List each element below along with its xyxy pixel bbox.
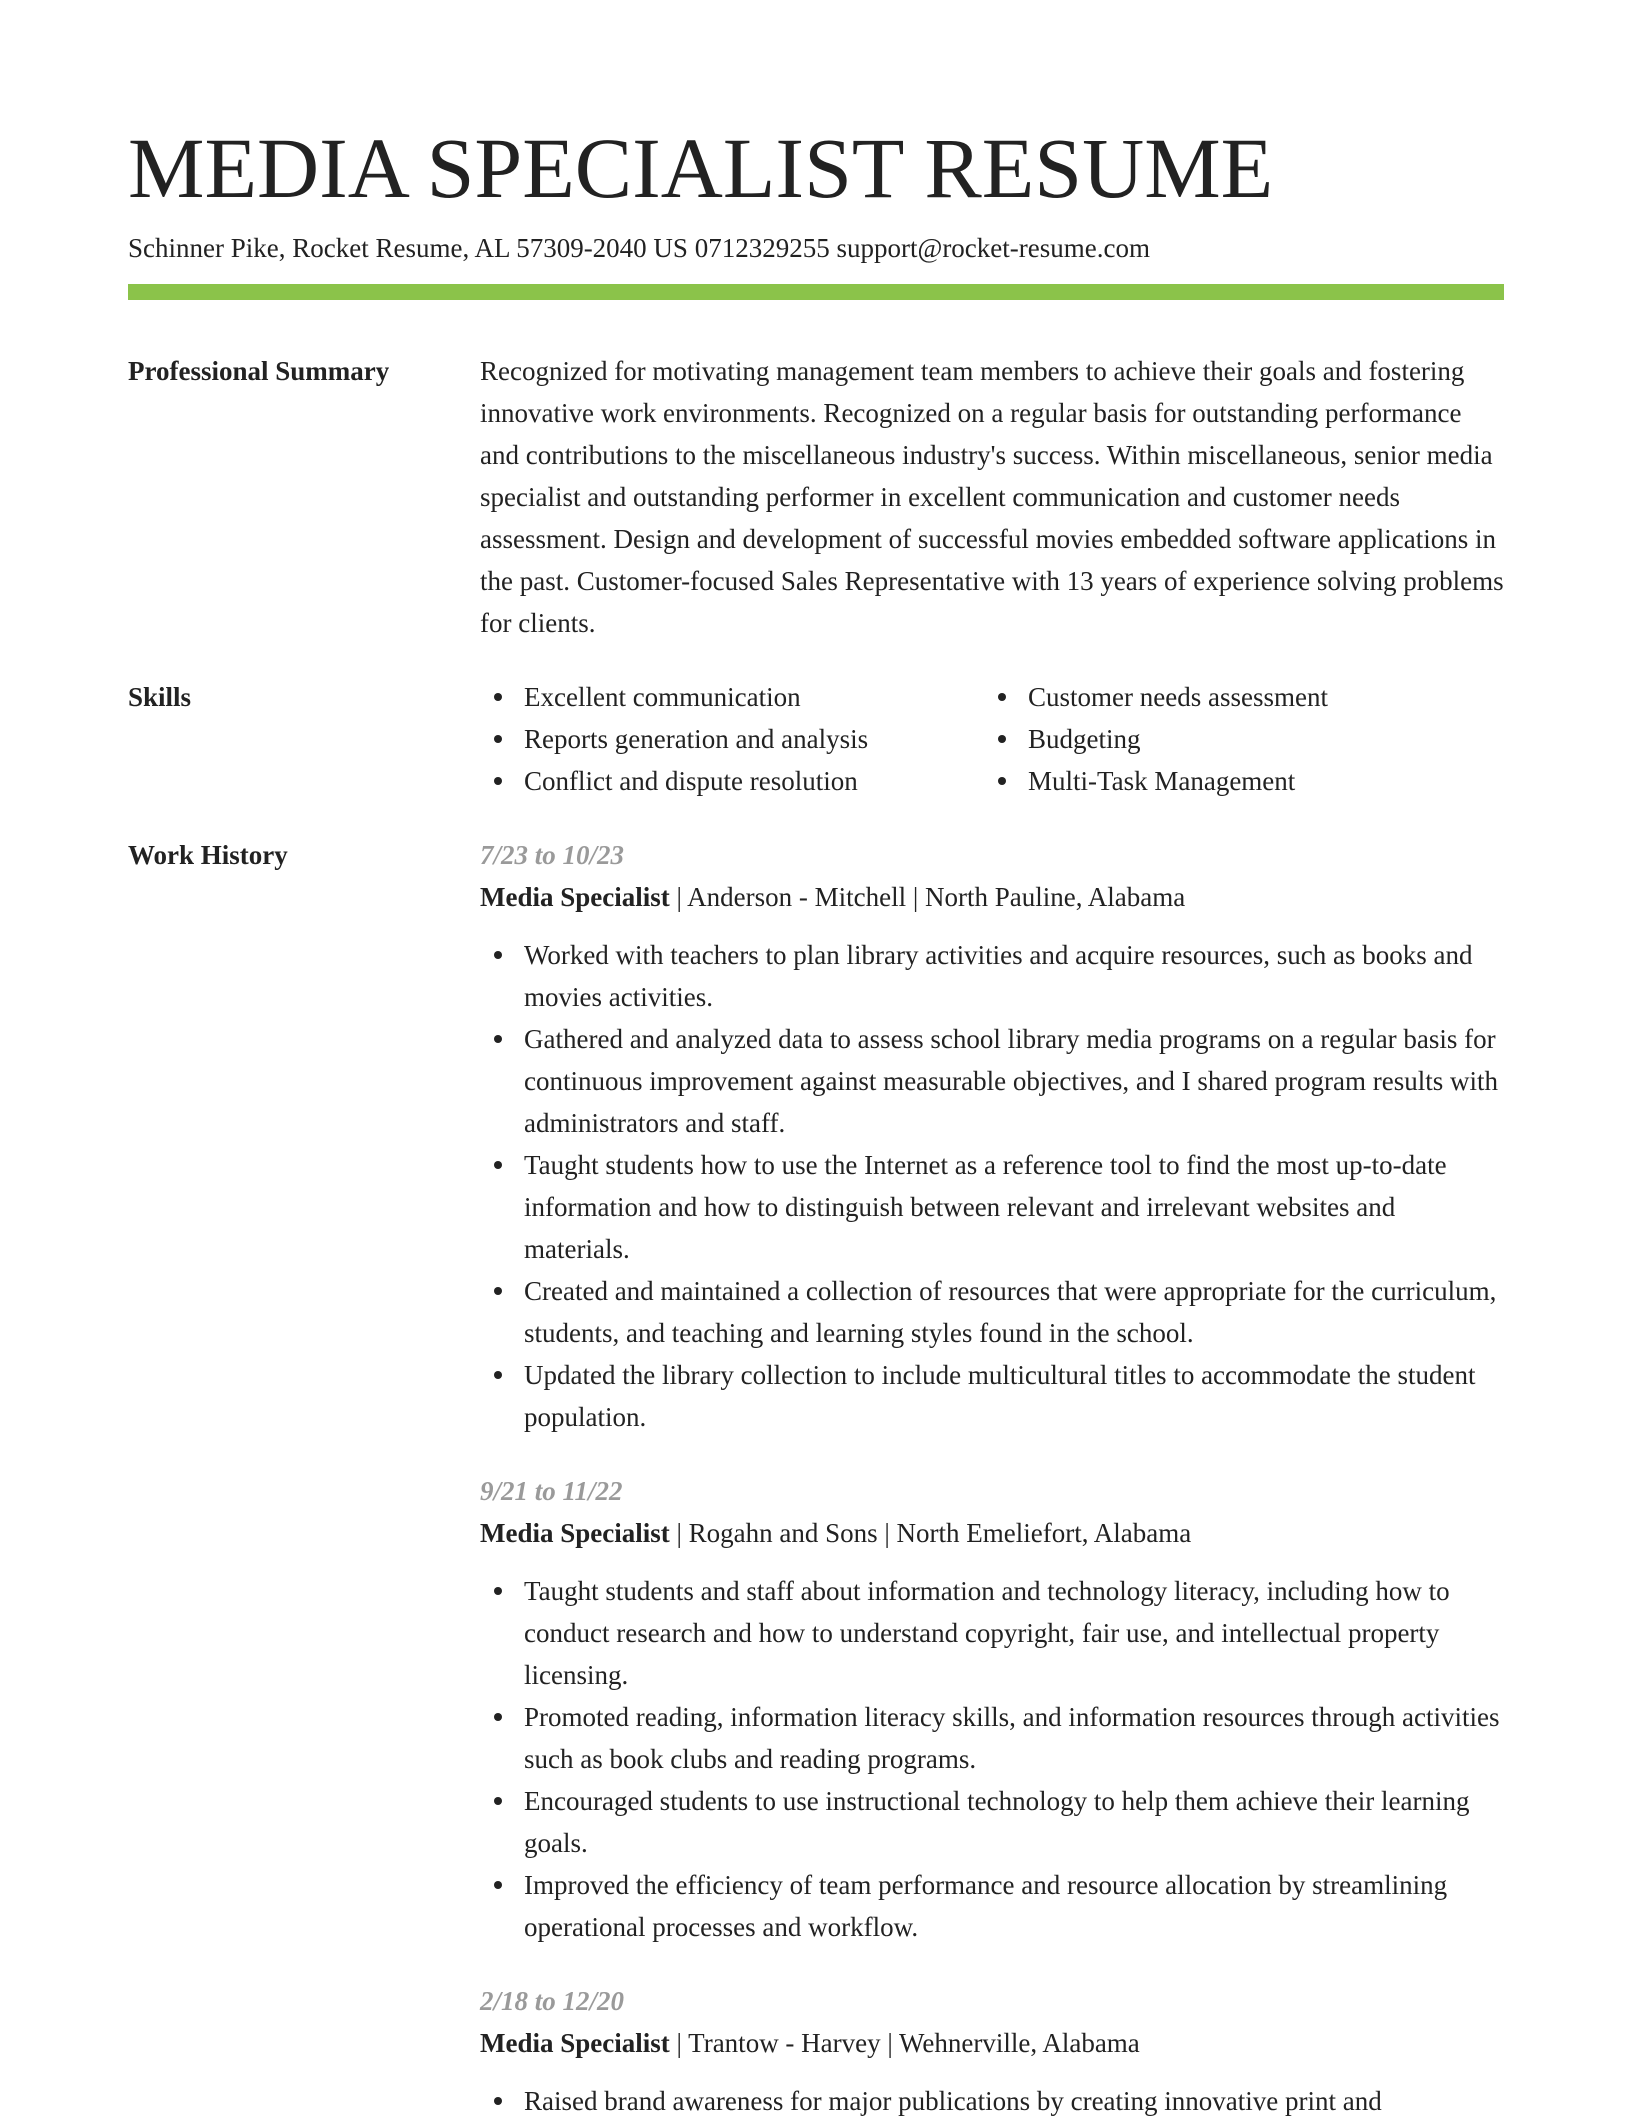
summary-section — [128, 350, 1504, 644]
job-entry — [480, 1470, 1504, 1948]
job-bullet: Taught students and staff about information and technology literacy, including how to conduct research and how to understand copyright, fair use, and intellectual property licensing. — [480, 1570, 1504, 1696]
job-bullet: Promoted reading, information literacy skills, and information resources through activities such as book clubs and reading programs. — [480, 1696, 1504, 1780]
contact-phone: 0712329255 — [694, 233, 830, 263]
job-entry — [480, 1980, 1504, 2122]
job-bullet: Taught students how to use the Internet as a reference tool to find the most up-to-date information and how to distinguish between relevant and irrelevant websites and materials. — [480, 1144, 1504, 1270]
skills-heading: Skills — [128, 682, 192, 712]
job-dates: 7/23 to 10/23 — [480, 840, 625, 870]
job-entry — [480, 834, 1504, 1438]
job-bullet: Improved the efficiency of team performance and resource allocation by streamlining operational processes and workflow. — [480, 1864, 1504, 1948]
skills-columns — [480, 676, 1504, 802]
skills-section — [128, 676, 1504, 802]
work-history-list — [480, 834, 1504, 2122]
skills-column-left — [480, 676, 984, 802]
job-details: | Rogahn and Sons | North Emeliefort, Alabama — [669, 1518, 1192, 1548]
job-bullet: Worked with teachers to plan library activities and acquire resources, such as books and movies activities. — [480, 934, 1504, 1018]
job-bullets — [480, 934, 1504, 1438]
resume-page — [128, 118, 1504, 2122]
job-bullets — [480, 1570, 1504, 1948]
job-bullets — [480, 2080, 1504, 2122]
job-bullet: Created and maintained a collection of resources that were appropriate for the curriculum, students, and teaching and learning styles found in the school. — [480, 1270, 1504, 1354]
summary-text: Recognized for motivating management team members to achieve their goals and fostering innovative work environments. Recognized on a regular basis for outstanding performance and contributions to the miscellaneous industry's success. Within miscellaneous, senior media specialist and outstanding performer in excellent communication and customer needs assessment. Design and development of successful movies embedded software applications in the past. Customer-focused Sales Representative with 13 years of experience solving problems for clients. — [480, 356, 1504, 638]
job-bullet: Encouraged students to use instructional technology to help them achieve their learning goals. — [480, 1780, 1504, 1864]
job-heading — [480, 876, 1504, 918]
job-details: | Anderson - Mitchell | North Pauline, Alabama — [669, 882, 1186, 912]
contact-email: support@rocket-resume.com — [836, 233, 1150, 263]
skill-item: Reports generation and analysis — [480, 718, 984, 760]
job-title: Media Specialist — [480, 2028, 670, 2058]
job-dates: 2/18 to 12/20 — [480, 1986, 625, 2016]
job-bullet: Gathered and analyzed data to assess school library media programs on a regular basis for continuous improvement against measurable objectives, and I shared program results with administrators and staff. — [480, 1018, 1504, 1144]
accent-divider — [128, 284, 1504, 300]
skills-column-right — [984, 676, 1488, 802]
job-title: Media Specialist — [480, 1518, 670, 1548]
skill-item: Multi-Task Management — [984, 760, 1488, 802]
skill-item: Excellent communication — [480, 676, 984, 718]
job-heading — [480, 2022, 1504, 2064]
job-heading — [480, 1512, 1504, 1554]
work-history-heading: Work History — [128, 840, 288, 870]
contact-address: Schinner Pike, Rocket Resume, AL 57309-2040 US — [128, 233, 688, 263]
job-bullet: Raised brand awareness for major publications by creating innovative print and — [480, 2080, 1504, 2122]
skill-item: Customer needs assessment — [984, 676, 1488, 718]
job-dates: 9/21 to 11/22 — [480, 1476, 623, 1506]
contact-line — [128, 230, 1504, 266]
skill-item: Conflict and dispute resolution — [480, 760, 984, 802]
summary-heading: Professional Summary — [128, 356, 390, 386]
job-bullet: Updated the library collection to include multicultural titles to accommodate the student population. — [480, 1354, 1504, 1438]
work-history-section — [128, 834, 1504, 2122]
resume-title: MEDIA SPECIALIST RESUME — [128, 120, 1274, 216]
job-title: Media Specialist — [480, 882, 670, 912]
job-details: | Trantow - Harvey | Wehnerville, Alabama — [669, 2028, 1140, 2058]
skill-item: Budgeting — [984, 718, 1488, 760]
